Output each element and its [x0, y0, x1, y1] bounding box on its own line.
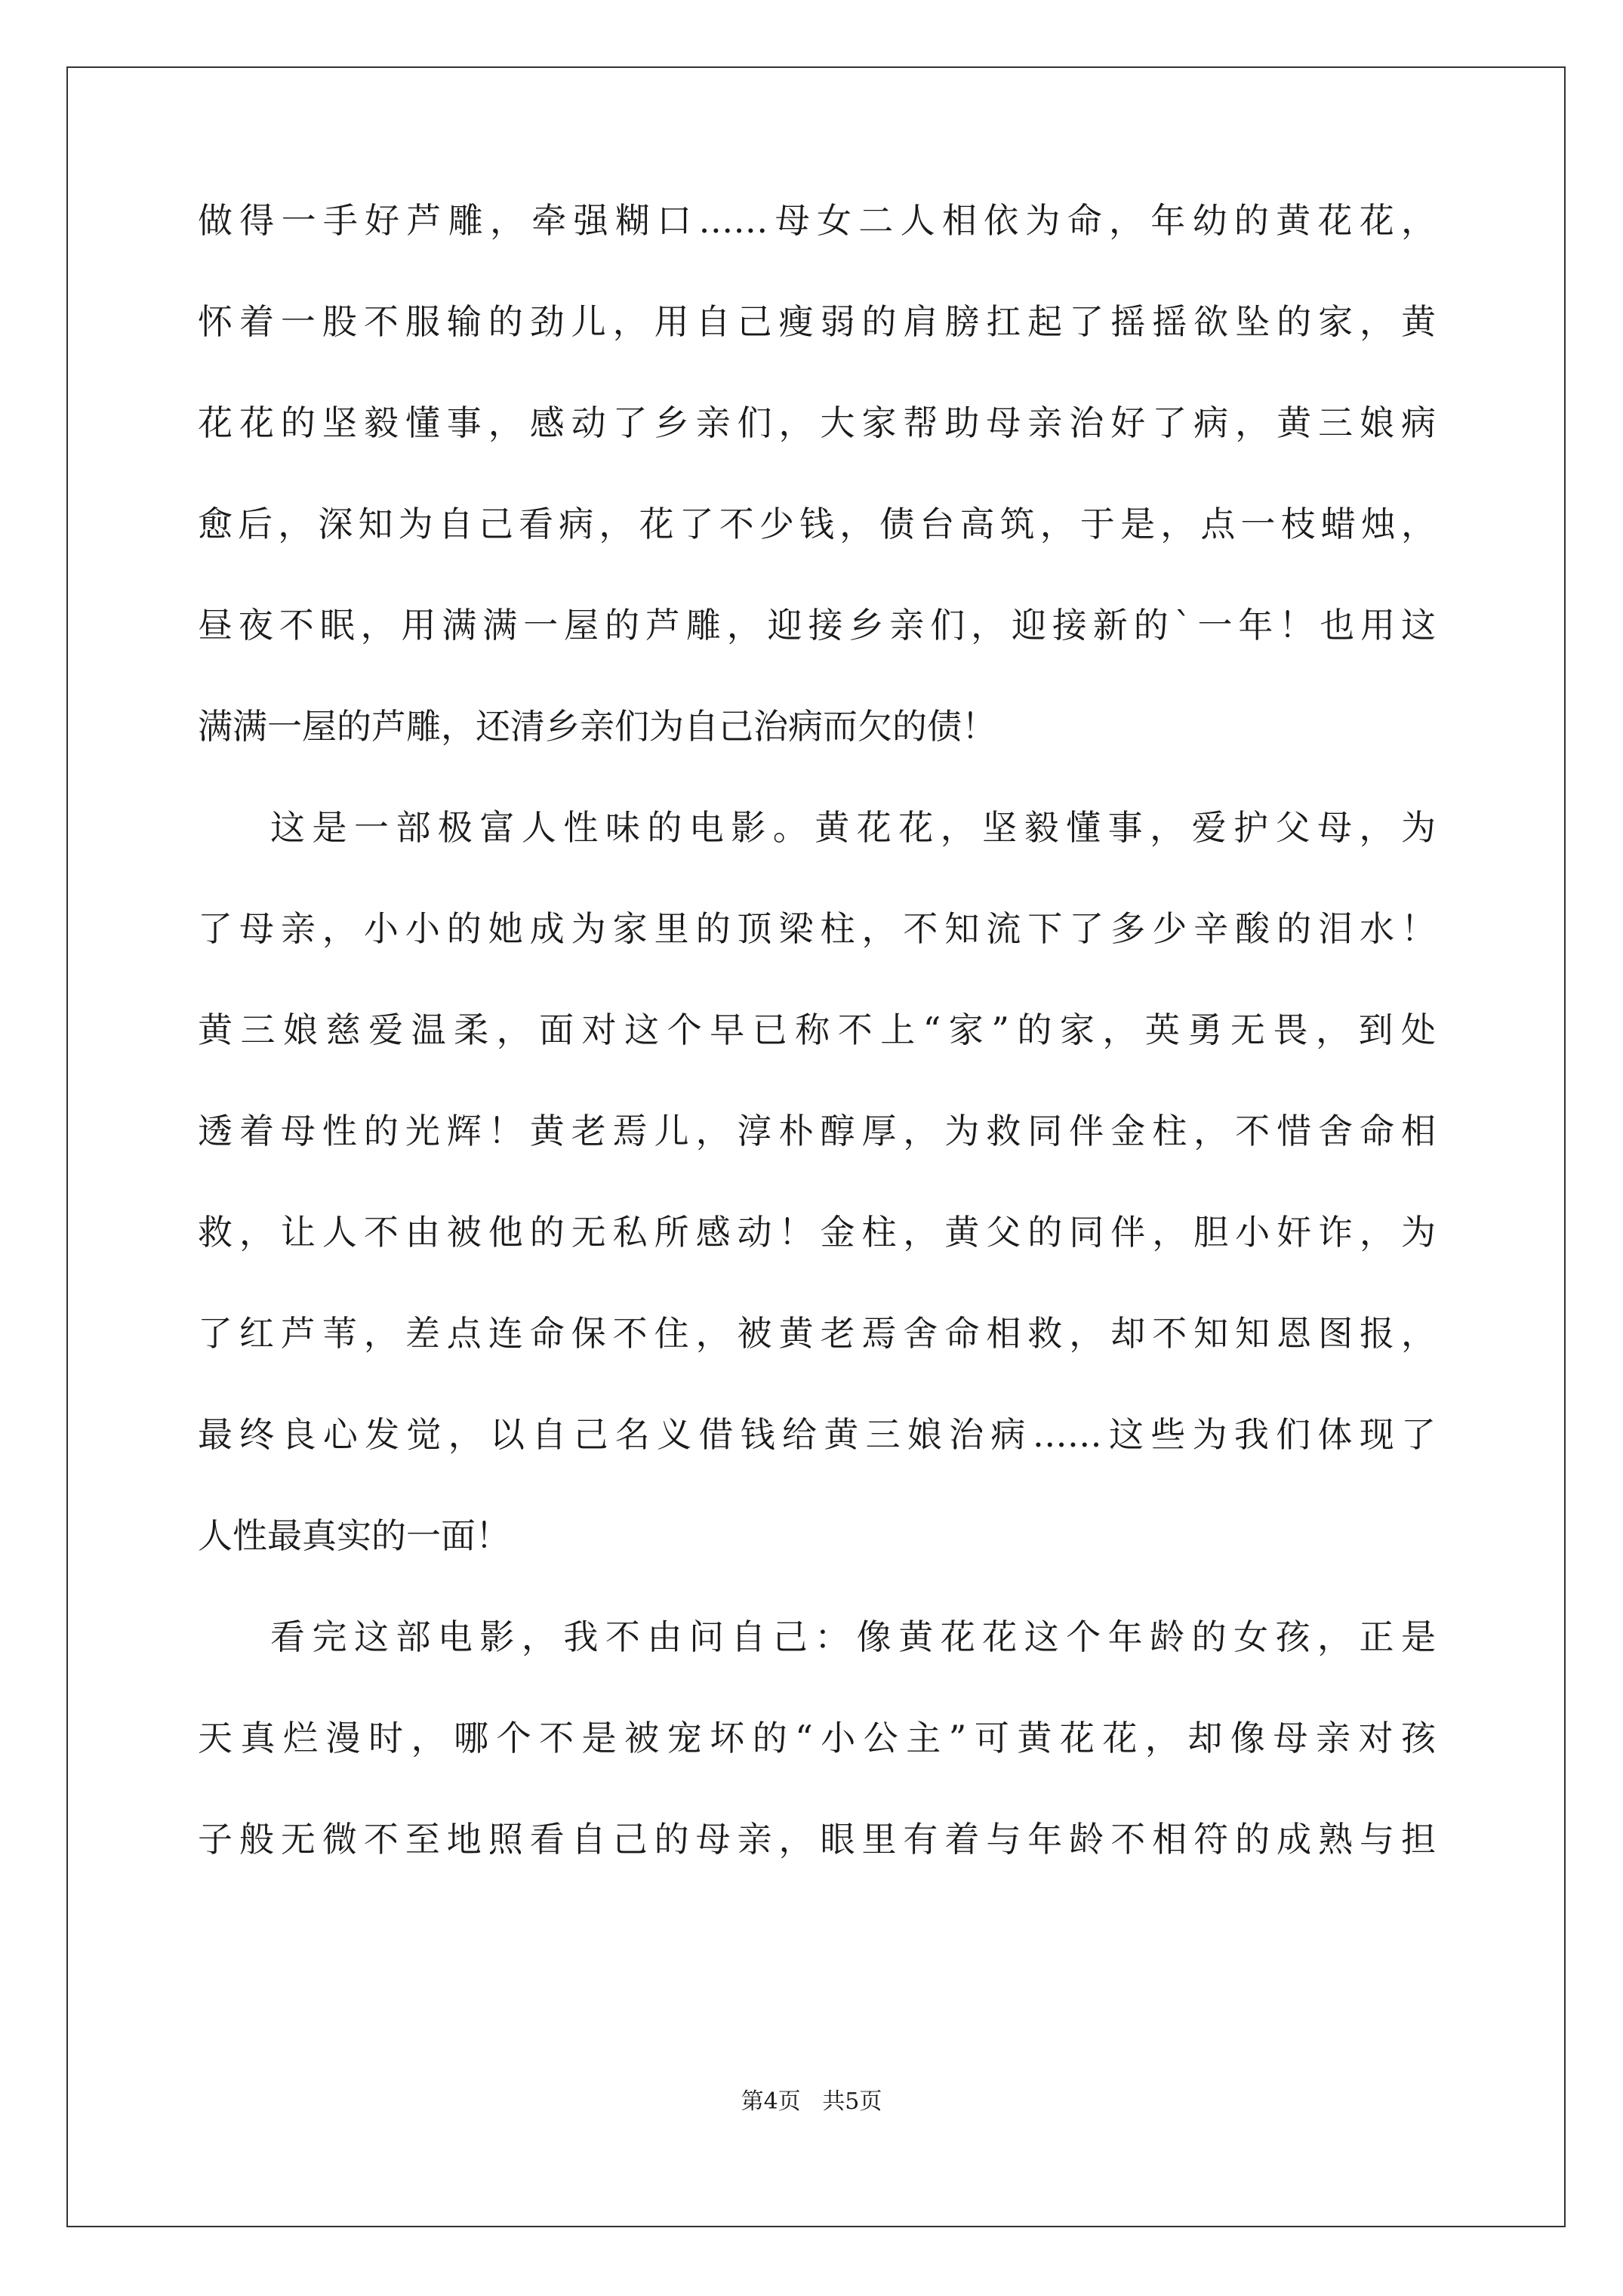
text-line: 了母亲，小小的她成为家里的顶梁柱，不知流下了多少辛酸的泪水！ — [198, 908, 1436, 949]
text-line: 做得一手好芦雕，牵强糊口……母女二人相依为命，年幼的黄花花， — [198, 200, 1436, 241]
text-line: 看完这部电影，我不由问自己：像黄花花这个年龄的女孩，正是 — [270, 1616, 1436, 1657]
text-line: 透着母性的光辉！黄老焉儿，淳朴醇厚，为救同伴金柱，不惜舍命相 — [198, 1111, 1436, 1151]
text-line: 天真烂漫时，哪个不是被宠坏的“小公主”可黄花花，却像母亲对孩 — [198, 1718, 1436, 1758]
text-line: 昼夜不眠，用满满一屋的芦雕，迎接乡亲们，迎接新的`一年！也用这 — [198, 605, 1436, 646]
text-line: 怀着一股不服输的劲儿，用自己瘦弱的肩膀扛起了摇摇欲坠的家，黄 — [198, 301, 1436, 342]
text-line: 救，让人不由被他的无私所感动！金柱，黄父的同伴，胆小奸诈，为 — [198, 1212, 1436, 1253]
text-line: 黄三娘慈爱温柔，面对这个早已称不上“家”的家，英勇无畏，到处 — [198, 1009, 1436, 1050]
text-line: 这是一部极富人性味的电影。黄花花，坚毅懂事，爱护父母，为 — [270, 807, 1436, 848]
document-body — [198, 170, 1436, 1890]
text-line: 愈后，深知为自己看病，花了不少钱，债台高筑，于是，点一枝蜡烛， — [198, 504, 1436, 544]
page-number-footer: 第4页 共5页 — [741, 2088, 882, 2115]
text-line: 满满一屋的芦雕，还清乡亲们为自己治病而欠的债！ — [198, 706, 996, 747]
text-line: 人性最真实的一面！ — [198, 1515, 510, 1556]
text-line: 了红芦苇，差点连命保不住，被黄老焉舍命相救，却不知知恩图报， — [198, 1313, 1436, 1354]
text-line: 最终良心发觉，以自己名义借钱给黄三娘治病……这些为我们体现了 — [198, 1414, 1436, 1455]
text-line: 花花的坚毅懂事，感动了乡亲们，大家帮助母亲治好了病，黄三娘病 — [198, 402, 1436, 443]
text-line: 子般无微不至地照看自己的母亲，眼里有着与年龄不相符的成熟与担 — [198, 1819, 1436, 1860]
